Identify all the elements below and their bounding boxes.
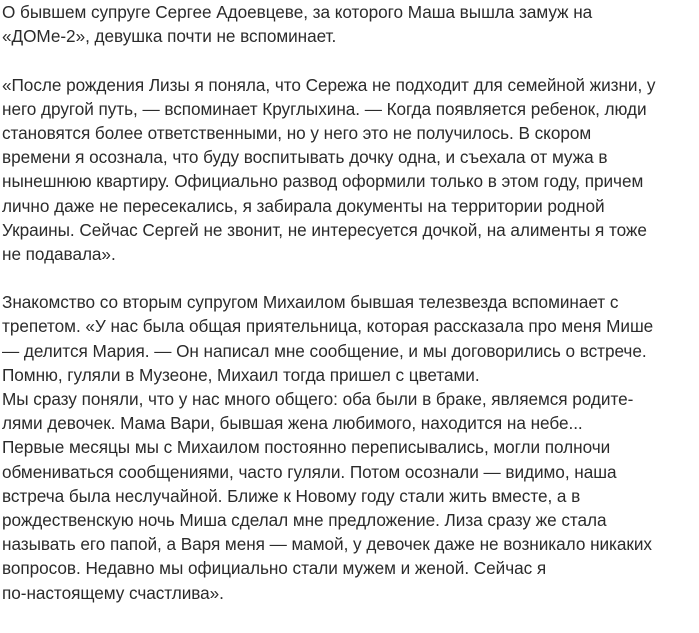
- text-line: него другой путь, — вспоминает Круглыхина. — Когда появляется ребенок, люди: [2, 98, 647, 119]
- text-line: встреча была неслучайной. Ближе к Новому году стали жить вместе, а в: [2, 485, 581, 506]
- paragraph: [2, 0, 699, 48]
- paragraph: [2, 290, 699, 604]
- text-line: Украины. Сейчас Сергей не звонит, не интересуется дочкой, на алименты я тоже: [2, 219, 647, 240]
- text-line: трепетом. «У нас была общая приятельница, которая рассказала про меня Мише: [2, 316, 654, 337]
- text-line: Помню, гуляли в Музеоне, Михаил тогда пришел с цветами.: [2, 364, 480, 385]
- article-body: [2, 0, 699, 605]
- text-line: О бывшем супруге Сергее Адоевцеве, за которого Маша вышла замуж на: [2, 2, 593, 22]
- paragraph-spacer: [2, 266, 699, 290]
- text-line: становятся более ответственными, но у него это не получилось. В скором: [2, 122, 592, 143]
- text-line: рождественскую ночь Миша сделал мне предложение. Лиза сразу же стала: [2, 509, 607, 530]
- text-line: обмениваться сообщениями, часто гуляли. Потом осознали — видимо, наша: [2, 461, 617, 482]
- paragraph-spacer: [2, 48, 699, 72]
- text-line: не подавала».: [2, 243, 116, 264]
- text-line: нынешнюю квартиру. Официально развод оформили только в этом году, причем: [2, 171, 644, 192]
- text-line: лями девочек. Мама Вари, бывшая жена любимого, находится на небе...: [2, 413, 583, 434]
- text-line: — делится Мария. — Он написал мне сообщение, и мы договорились о встрече.: [2, 340, 647, 361]
- text-line: лично даже не пересекались, я забирала документы на территории родной: [2, 195, 605, 216]
- text-line: времени я осознала, что буду воспитывать дочку одна, и съехала от мужа в: [2, 147, 608, 168]
- text-line: Первые месяцы мы с Михаилом постоянно переписывались, могли полночи: [2, 437, 611, 458]
- text-line: вопросов. Недавно мы официально стали мужем и женой. Сейчас я: [2, 558, 547, 579]
- paragraph: [2, 73, 699, 267]
- text-line: «После рождения Лизы я поняла, что Сережа не подходит для семейной жизни, у: [2, 74, 656, 95]
- text-line: по-настоящему счастлива».: [2, 582, 224, 603]
- text-line: Мы сразу поняли, что у нас много общего: оба были в браке, являемся родите-: [2, 389, 634, 409]
- text-line: «ДОМе-2», девушка почти не вспоминает.: [2, 26, 337, 47]
- text-line: называть его папой, а Варя меня — мамой, у девочек даже не возникало никаких: [2, 534, 652, 555]
- text-line: Знакомство со вторым супругом Михаилом бывшая телезвезда вспоминает с: [2, 292, 619, 313]
